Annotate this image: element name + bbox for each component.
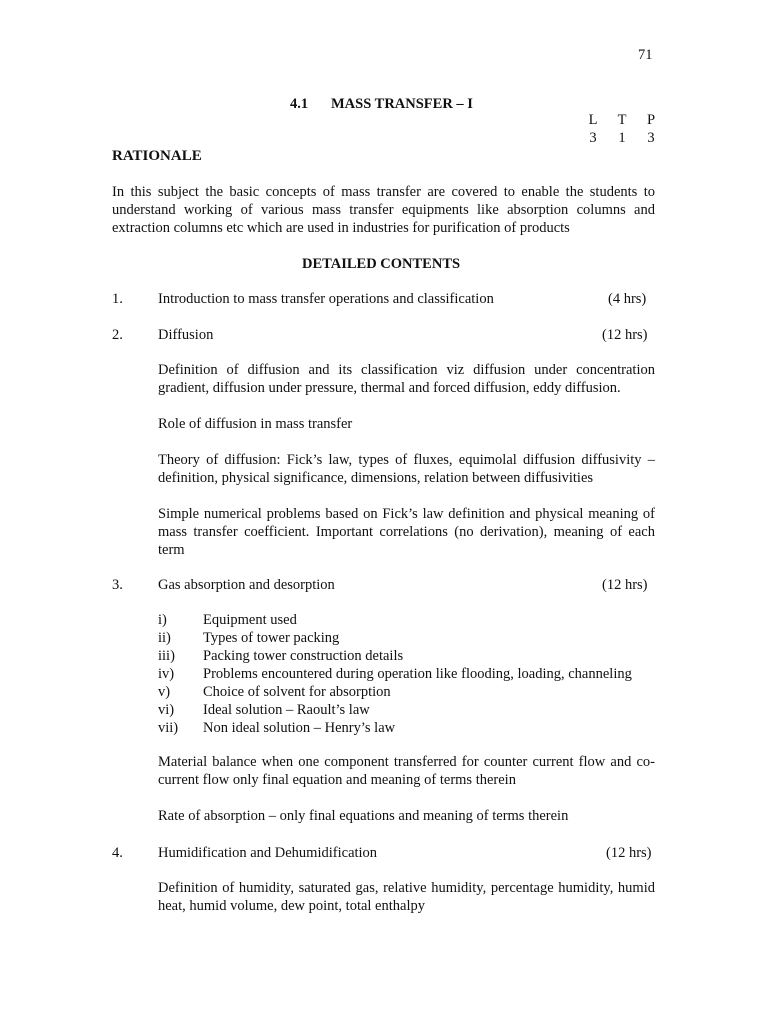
section-4-title: Humidification and Dehumidification — [158, 845, 378, 861]
section-1-title: Introduction to mass transfer operations and classification — [158, 291, 494, 307]
list-item — [158, 719, 395, 737]
rationale-text: In this subject the basic concepts of mass transfer are covered to enable the students to understand working of various mass transfer equipments like absorption columns and extraction columns etc which are used in industries for purification of products — [112, 184, 655, 236]
rationale-heading: RATIONALE — [112, 148, 202, 164]
ltp-value-p: 3 — [647, 130, 655, 146]
section-2-paragraph: Simple numerical problems based on Fick’s law definition and physical meaning of mass transfer coefficient. Important correlations (no derivation), meaning of each term — [158, 506, 655, 558]
list-item — [158, 647, 403, 665]
list-item-roman: i) — [158, 612, 167, 628]
list-item-text: Ideal solution – Raoult’s law — [203, 702, 370, 718]
list-item-text: Choice of solvent for absorption — [203, 684, 391, 700]
list-item — [158, 629, 339, 647]
list-item — [158, 701, 370, 719]
list-item-text: Equipment used — [203, 612, 297, 628]
section-2-title: Diffusion — [158, 327, 214, 343]
section-3-hours: (12 hrs) — [602, 577, 648, 593]
section-4-hours: (12 hrs) — [606, 845, 652, 861]
section-2-paragraph: Theory of diffusion: Fick’s law, types of fluxes, equimolal diffusion diffusivity – definition, physical significance, dimensions, relation between diffusivities — [158, 452, 655, 486]
list-item-text: Types of tower packing — [203, 630, 340, 646]
list-item — [158, 611, 297, 629]
list-item-roman: ii) — [158, 630, 171, 646]
ltp-table — [583, 111, 661, 147]
section-4-number: 4. — [112, 845, 123, 861]
section-2-paragraph: Role of diffusion in mass transfer — [158, 416, 353, 432]
ltp-value-t: 1 — [618, 130, 626, 146]
list-item-roman: iv) — [158, 666, 175, 682]
list-item-roman: iii) — [158, 648, 175, 664]
section-3-number: 3. — [112, 577, 123, 593]
section-1-hours: (4 hrs) — [608, 291, 647, 307]
ltp-header-l: L — [588, 112, 598, 128]
ltp-header-t: T — [617, 112, 627, 128]
list-item-text: Packing tower construction details — [203, 648, 404, 664]
section-4-paragraph: Definition of humidity, saturated gas, relative humidity, percentage humidity, humid heat, humid volume, dew point, total enthalpy — [158, 880, 655, 914]
list-item-roman: vi) — [158, 702, 175, 718]
list-item — [158, 683, 391, 701]
section-2-number: 2. — [112, 327, 123, 343]
list-item-text: Non ideal solution – Henry’s law — [203, 720, 396, 736]
list-item-roman: v) — [158, 684, 171, 700]
ltp-header-p: P — [646, 112, 656, 128]
course-title: MASS TRANSFER – I — [331, 96, 473, 112]
section-2-paragraph: Definition of diffusion and its classification viz diffusion under concentration gradient, diffusion under pressure, thermal and forced diffusion, eddy diffusion. — [158, 362, 655, 396]
ltp-value-l: 3 — [589, 130, 597, 146]
section-2-hours: (12 hrs) — [602, 327, 648, 343]
list-item — [158, 665, 632, 683]
section-3-paragraph: Material balance when one component transferred for counter current flow and co-current flow only final equation and meaning of terms therein — [158, 754, 655, 788]
list-item-text: Problems encountered during operation like flooding, loading, channeling — [203, 666, 632, 682]
detailed-contents-heading: DETAILED CONTENTS — [302, 256, 461, 272]
section-3-paragraph: Rate of absorption – only final equations and meaning of terms therein — [158, 808, 569, 824]
section-3-title: Gas absorption and desorption — [158, 577, 335, 593]
list-item-roman: vii) — [158, 720, 179, 736]
course-code: 4.1 — [290, 96, 309, 112]
page-number: 71 — [638, 47, 653, 63]
section-1-number: 1. — [112, 291, 123, 307]
